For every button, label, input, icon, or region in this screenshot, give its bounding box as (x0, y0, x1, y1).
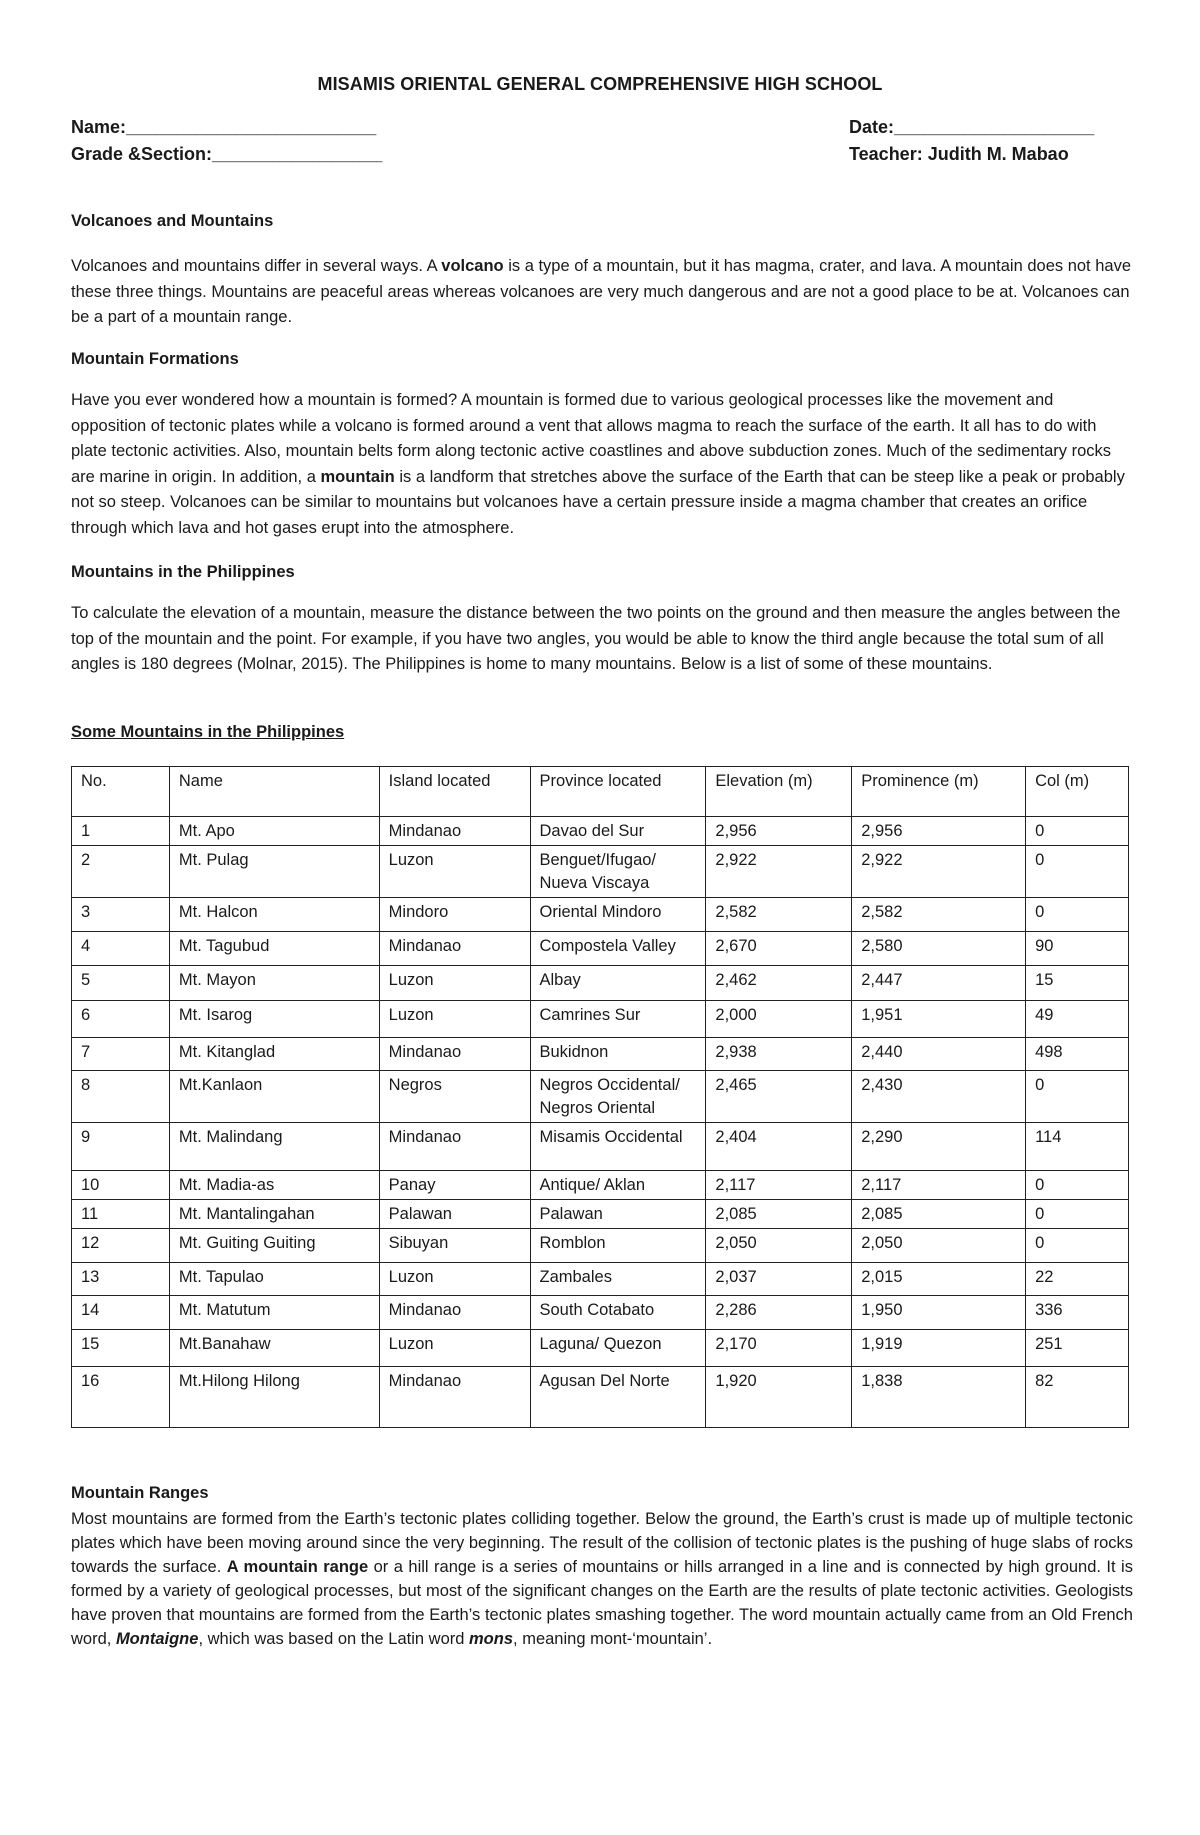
table-cell: 2,170 (706, 1330, 852, 1367)
table-cell: 2,000 (706, 1001, 852, 1038)
paragraph-volcanoes: Volcanoes and mountains differ in several ways. A volcano is a type of a mountain, but it has magma, crater, and lava. A mountain does not have these three things. Mountains are peaceful areas whereas volcanoes are very much dangerous and are not a good place to be at. Volcanoes can be a part of a mountain range. (71, 257, 1132, 326)
table-cell: Mt. Pulag (169, 846, 379, 898)
table-cell: 2,462 (706, 966, 852, 1001)
school-name: MISAMIS ORIENTAL GENERAL COMPREHENSIVE HIGH SCHOOL (317, 74, 883, 94)
table-cell: 2,050 (706, 1229, 852, 1263)
table-cell: 7 (72, 1038, 170, 1071)
table-cell: 2,580 (852, 932, 1026, 966)
table-row (72, 1263, 1129, 1296)
term-montaigne: Montaigne (115, 1630, 199, 1648)
table-cell: Mindoro (379, 898, 530, 932)
table-cell: Negros Occidental/ Negros Oriental (530, 1071, 706, 1123)
table-cell: 2,938 (706, 1038, 852, 1071)
mountains-table (71, 766, 1129, 1428)
table-cell: 90 (1026, 932, 1129, 966)
date-field: Date:____________________ (849, 117, 1095, 137)
header-cell: No. (72, 767, 170, 817)
table-cell: Mindanao (379, 1123, 530, 1171)
table-cell: Bukidnon (530, 1038, 706, 1071)
table-cell: Palawan (379, 1200, 530, 1229)
header-cell: Elevation (m) (706, 767, 852, 817)
grade-section-field: Grade &Section:_________________ (71, 144, 383, 164)
table-cell: 0 (1026, 1071, 1129, 1123)
table-header-row (72, 767, 1129, 817)
table-cell: Oriental Mindoro (530, 898, 706, 932)
table-cell: 3 (72, 898, 170, 932)
section-title-formations: Mountain Formations (71, 350, 239, 368)
table-cell: Mt. Tagubud (169, 932, 379, 966)
table-cell: Sibuyan (379, 1229, 530, 1263)
table-cell: Mt. Madia-as (169, 1171, 379, 1200)
table-cell: Mt. Mayon (169, 966, 379, 1001)
table-cell: Davao del Sur (530, 817, 706, 846)
table-cell: 22 (1026, 1263, 1129, 1296)
table-cell: 251 (1026, 1330, 1129, 1367)
table-cell: Luzon (379, 846, 530, 898)
term-mons: mons (469, 1630, 514, 1648)
table-cell: 4 (72, 932, 170, 966)
table-cell: 15 (72, 1330, 170, 1367)
table-cell: Albay (530, 966, 706, 1001)
table-cell: Laguna/ Quezon (530, 1330, 706, 1367)
term-mountain: mountain (320, 467, 395, 486)
table-cell: Negros (379, 1071, 530, 1123)
table-cell: 0 (1026, 1200, 1129, 1229)
table-cell: Mt. Malindang (169, 1123, 379, 1171)
table-row (72, 1229, 1129, 1263)
name-field: Name:_________________________ (71, 117, 377, 137)
table-cell: 0 (1026, 846, 1129, 898)
table-cell: Mt. Guiting Guiting (169, 1229, 379, 1263)
table-cell: 5 (72, 966, 170, 1001)
table-cell: Mt. Apo (169, 817, 379, 846)
table-cell: Mindanao (379, 1367, 530, 1428)
table-row (72, 1038, 1129, 1071)
table-cell: Mindanao (379, 817, 530, 846)
table-cell: 2,050 (852, 1229, 1026, 1263)
table-row (72, 1123, 1129, 1171)
table-cell: Mindanao (379, 1296, 530, 1330)
table-cell: Romblon (530, 1229, 706, 1263)
table-cell: Mt. Kitanglad (169, 1038, 379, 1071)
table-row (72, 1200, 1129, 1229)
table-cell: South Cotabato (530, 1296, 706, 1330)
table-cell: 2,117 (706, 1171, 852, 1200)
table-cell: Agusan Del Norte (530, 1367, 706, 1428)
table-cell: 0 (1026, 898, 1129, 932)
table-row (72, 1367, 1129, 1428)
table-cell: 114 (1026, 1123, 1129, 1171)
table-cell: Luzon (379, 1330, 530, 1367)
header-cell: Province located (530, 767, 706, 817)
table-row (72, 1071, 1129, 1123)
table-cell: 10 (72, 1171, 170, 1200)
table-cell: Benguet/Ifugao/ Nueva Viscaya (530, 846, 706, 898)
table-title: Some Mountains in the Philippines (71, 723, 345, 741)
section-title-volcanoes: Volcanoes and Mountains (71, 212, 274, 230)
table-cell: 82 (1026, 1367, 1129, 1428)
table-cell: Panay (379, 1171, 530, 1200)
section-title-ranges: Mountain Ranges (71, 1484, 209, 1502)
table-cell: Mindanao (379, 932, 530, 966)
section-title-philippines: Mountains in the Philippines (71, 563, 295, 581)
table-cell: Zambales (530, 1263, 706, 1296)
table-cell: 2,290 (852, 1123, 1026, 1171)
table-cell: Mt.Banahaw (169, 1330, 379, 1367)
table-row (72, 898, 1129, 932)
table-cell: 2,447 (852, 966, 1026, 1001)
table-cell: Mt. Isarog (169, 1001, 379, 1038)
table-row (72, 966, 1129, 1001)
teacher-field: Teacher: Judith M. Mabao (849, 144, 1069, 164)
table-cell: 2,117 (852, 1171, 1026, 1200)
term-volcano: volcano (441, 257, 504, 275)
table-cell: Camrines Sur (530, 1001, 706, 1038)
table-cell: 0 (1026, 817, 1129, 846)
table-cell: 1,951 (852, 1001, 1026, 1038)
table-cell: 1 (72, 817, 170, 846)
table-cell: Mt. Matutum (169, 1296, 379, 1330)
table-cell: 2,440 (852, 1038, 1026, 1071)
table-cell: 2,922 (852, 846, 1026, 898)
paragraph-ranges: Most mountains are formed from the Earth’s tectonic plates colliding together. Below the ground, the Earth’s crust is made up of multiple tectonic plates which have been moving around since the very beginning. The result of the collision of tectonic plates is the pushing of huge slabs of rocks towards the surface. A mountain range or a hill range is a series of mountains or hills arranged in a line and is connected by high ground. It is formed by a variety of geological processes, but most of the significant changes on the Earth are the results of plate tectonic activities. Geologists have proven that mountains are formed from the Earth’s tectonic plates smashing together. The word mountain actually came from an Old French word, Montaigne, which was based on the Latin word mons, meaning mont-‘mountain’. (71, 1510, 1133, 1648)
table-cell: 1,920 (706, 1367, 852, 1428)
table-cell: 8 (72, 1071, 170, 1123)
table-cell: Mt. Mantalingahan (169, 1200, 379, 1229)
table-row (72, 846, 1129, 898)
table-cell: 2,956 (706, 817, 852, 846)
table-cell: 49 (1026, 1001, 1129, 1038)
table-cell: 2,430 (852, 1071, 1026, 1123)
table-cell: 2,286 (706, 1296, 852, 1330)
table-cell: 14 (72, 1296, 170, 1330)
table-cell: 2 (72, 846, 170, 898)
term-mountain-range: A mountain range (226, 1558, 369, 1576)
table-cell: 2,956 (852, 817, 1026, 846)
table-cell: Compostela Valley (530, 932, 706, 966)
paragraph-formations: Have you ever wondered how a mountain is formed? A mountain is formed due to various geological processes like the movement and opposition of tectonic plates while a volcano is formed around a vent that allows magma to reach the surface of the earth. It all has to do with plate tectonic activities. Also, mountain belts form along tectonic active coastlines and above subduction zones. Much of the sedimentary rocks are marine in origin. In addition, a mountain is a landform that stretches above the surface of the Earth that can be steep like a peak or probably not so steep. Volcanoes can be similar to mountains but volcanoes have a certain pressure inside a magma chamber that creates an orifice through which lava and hot gases erupt into the atmosphere. (71, 391, 1125, 537)
table-cell: Mt. Tapulao (169, 1263, 379, 1296)
table-cell: 15 (1026, 966, 1129, 1001)
table-cell: 2,582 (706, 898, 852, 932)
table-cell: Mt.Hilong Hilong (169, 1367, 379, 1428)
table-cell: 1,838 (852, 1367, 1026, 1428)
paragraph-philippines: To calculate the elevation of a mountain, measure the distance between the two points on the ground and then measure the angles between the top of the mountain and the point. For example, if you have two angles, you would be able to know the third angle because the total sum of all angles is 180 degrees (Molnar, 2015). The Philippines is home to many mountains. Below is a list of some of these mountains. (71, 604, 1121, 673)
table-row (72, 932, 1129, 966)
table-row (72, 1296, 1129, 1330)
header-cell: Island located (379, 767, 530, 817)
header-cell: Prominence (m) (852, 767, 1026, 817)
table-cell: 2,085 (706, 1200, 852, 1229)
table-row (72, 1330, 1129, 1367)
table-cell: 2,582 (852, 898, 1026, 932)
table-cell: 0 (1026, 1229, 1129, 1263)
table-cell: Antique/ Aklan (530, 1171, 706, 1200)
table-cell: Luzon (379, 966, 530, 1001)
table-row (72, 1001, 1129, 1038)
table-row (72, 817, 1129, 846)
table-cell: 2,085 (852, 1200, 1026, 1229)
table-cell: 2,922 (706, 846, 852, 898)
table-cell: 2,465 (706, 1071, 852, 1123)
table-cell: Mt. Halcon (169, 898, 379, 932)
table-cell: 2,015 (852, 1263, 1026, 1296)
table-cell: Mt.Kanlaon (169, 1071, 379, 1123)
table-cell: Misamis Occidental (530, 1123, 706, 1171)
table-cell: 12 (72, 1229, 170, 1263)
table-cell: 2,037 (706, 1263, 852, 1296)
table-cell: Luzon (379, 1001, 530, 1038)
table-cell: Luzon (379, 1263, 530, 1296)
table-cell: Palawan (530, 1200, 706, 1229)
table-cell: 9 (72, 1123, 170, 1171)
table-cell: 498 (1026, 1038, 1129, 1071)
table-cell: 13 (72, 1263, 170, 1296)
header-cell: Name (169, 767, 379, 817)
table-cell: 1,919 (852, 1330, 1026, 1367)
table-row (72, 1171, 1129, 1200)
table-cell: 336 (1026, 1296, 1129, 1330)
table-cell: 6 (72, 1001, 170, 1038)
table-cell: 0 (1026, 1171, 1129, 1200)
table-cell: 1,950 (852, 1296, 1026, 1330)
table-cell: Mindanao (379, 1038, 530, 1071)
table-cell: 2,670 (706, 932, 852, 966)
header-cell: Col (m) (1026, 767, 1129, 817)
table-cell: 2,404 (706, 1123, 852, 1171)
table-cell: 16 (72, 1367, 170, 1428)
table-cell: 11 (72, 1200, 170, 1229)
